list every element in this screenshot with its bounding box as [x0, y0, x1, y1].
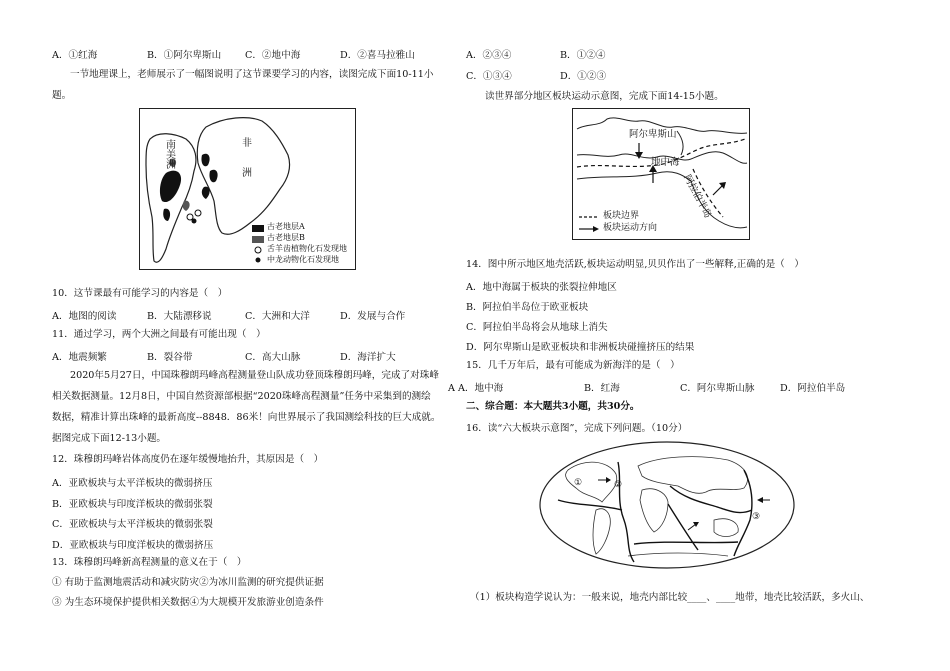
legend-strata-b-swatch	[252, 236, 264, 243]
plate-motion-figure	[572, 108, 750, 240]
q12-option-a[interactable]: A．亚欧板块与太平洋板块的微弱挤压	[52, 478, 213, 489]
q10-option-d[interactable]: D．发展与合作	[340, 311, 406, 322]
q10-option-b[interactable]: B．大陆漂移说	[147, 311, 212, 322]
q13-option-d[interactable]: D．①②③	[560, 71, 607, 82]
intro-12-13-line3: 数据，精准计算出珠峰的最新高度--8848．86米！向世界展示了我国测绘科技的巨大成就。	[52, 412, 441, 423]
q14-stem: 14．图中所示地区地壳活跃,板块运动明显,贝贝作出了一些解释,正确的是（ ）	[466, 259, 804, 270]
q12-stem: 12．珠穆朗玛峰岩体高度仍在逐年缓慢地抬升，其原因是（ ）	[52, 454, 324, 465]
map-mark-2: ②	[614, 480, 623, 490]
q15-option-a[interactable]: A A．地中海	[448, 383, 504, 394]
q11-stem: 11．通过学习，两个大洲之间最有可能出现（ ）	[52, 329, 266, 340]
q16-stem: 16．读“六大板块示意图”，完成下列问题。（10分）	[466, 423, 688, 434]
q15-option-b[interactable]: B．红海	[584, 383, 620, 394]
q13-items-line2: ③ 为生态环境保护提供相关数据④为大规模开发旅游业创造条件	[52, 597, 324, 608]
label-alps: 阿尔卑斯山	[629, 129, 677, 140]
map-mark-3: ③	[752, 512, 761, 522]
label-africa: 非洲	[239, 137, 251, 197]
intro-10-11-line1: 一节地理课上，老师展示了一幅图说明了这节课要学习的内容，读图完成下面10-11小	[70, 69, 434, 80]
q13-option-b[interactable]: B．①②④	[560, 50, 606, 61]
legend-strata-a: 古老地层A	[267, 222, 305, 231]
q12-option-c[interactable]: C．亚欧板块与太平洋板块的微弱张裂	[52, 519, 213, 530]
legend-animal-fossil-marker	[256, 258, 261, 263]
q14-option-a[interactable]: A．地中海属于板块的张裂拉伸地区	[466, 282, 617, 293]
intro-12-13-line4: 据图完成下面12-13小题。	[52, 433, 167, 444]
q10-option-a[interactable]: A．地图的阅读	[52, 311, 117, 322]
q9-option-a[interactable]: A．①红海	[52, 50, 98, 61]
q10-option-c[interactable]: C．大洲和大洋	[245, 311, 310, 322]
intro-12-13-line2: 相关数据测量。12月8日，中国自然资源部根据“2020珠峰高程测量”任务中采集到的测绘	[52, 391, 431, 402]
q11-option-c[interactable]: C．高大山脉	[245, 352, 301, 363]
q15-option-d[interactable]: D．阿拉伯半岛	[780, 383, 846, 394]
map-mark-1: ①	[574, 478, 583, 488]
section-2-heading: 二、综合题：本大题共3小题，共30分。	[466, 401, 640, 412]
legend-strata-b: 古老地层B	[267, 233, 305, 242]
q9-option-c[interactable]: C．②地中海	[245, 50, 301, 61]
q12-option-d[interactable]: D．亚欧板块与印度洋板块的微弱挤压	[52, 540, 214, 551]
q16-part-1: （1）板块构造学说认为：一般来说，地壳内部比较____、____地带，地壳比较活跃，多火山、	[470, 592, 870, 603]
legend-plant-fossil: 舌羊齿植物化石发现地	[267, 244, 347, 253]
legend-motion: 板块运动方向	[603, 223, 658, 233]
q13-items-line1: ① 有助于监测地震活动和减灾防灾②为冰川监测的研究提供证据	[52, 577, 324, 588]
label-south-america: 南美洲	[163, 139, 175, 169]
intro-12-13-line1: 2020年5月27日，中国珠穆朗玛峰高程测量登山队成功登顶珠穆朗玛峰，完成了对珠峰	[70, 370, 439, 381]
q15-option-c[interactable]: C．阿尔卑斯山脉	[680, 383, 755, 394]
six-plates-map	[538, 440, 796, 570]
ancient-strata-a	[160, 171, 181, 202]
label-mediterranean: 地中海	[651, 157, 680, 168]
continental-drift-figure	[139, 108, 356, 270]
q14-option-c[interactable]: C．阿拉伯半岛将会从地球上消失	[466, 322, 608, 333]
legend-animal-fossil: 中龙动物化石发现地	[267, 255, 339, 264]
q13-option-a[interactable]: A．②③④	[466, 50, 512, 61]
intro-14-15: 读世界部分地区板块运动示意图，完成下面14-15小题。	[485, 91, 724, 102]
legend-boundary: 板块边界	[603, 211, 640, 221]
q11-option-b[interactable]: B．裂谷带	[147, 352, 193, 363]
q14-option-b[interactable]: B．阿拉伯半岛位于欧亚板块	[466, 302, 589, 313]
intro-10-11-line2: 题。	[52, 90, 72, 101]
q12-option-b[interactable]: B．亚欧板块与印度洋板块的微弱张裂	[52, 499, 213, 510]
legend-plant-fossil-marker	[255, 247, 261, 253]
q9-option-d[interactable]: D．②喜马拉雅山	[340, 50, 415, 61]
q10-stem: 10．这节课最有可能学习的内容是（ ）	[52, 288, 228, 299]
label-arabia: 阿拉伯半岛	[681, 173, 714, 221]
q13-option-c[interactable]: C．①③④	[466, 71, 512, 82]
q9-option-b[interactable]: B．①阿尔卑斯山	[147, 50, 222, 61]
q14-option-d[interactable]: D．阿尔卑斯山是欧亚板块和非洲板块碰撞挤压的结果	[466, 342, 695, 353]
legend-strata-a-swatch	[252, 225, 264, 232]
q11-option-a[interactable]: A．地震频繁	[52, 352, 107, 363]
q11-option-d[interactable]: D．海洋扩大	[340, 352, 396, 363]
q13-stem: 13．珠穆朗玛峰新高程测量的意义在于（ ）	[52, 557, 247, 568]
q15-stem: 15．几千万年后，最有可能成为新海洋的是（ ）	[466, 360, 680, 371]
